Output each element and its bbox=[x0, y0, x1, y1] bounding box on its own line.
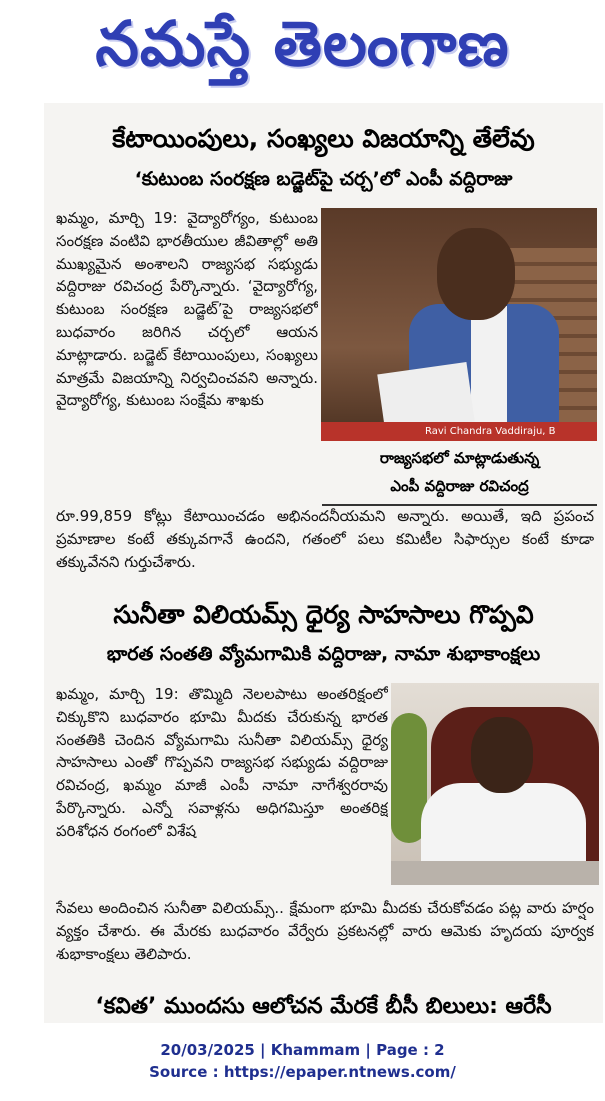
article1-subheadline: ‘కుటుంబ సంరక్షణ బడ్జెట్‌పై చర్చ’లో ఎంపీ వద్దిరాజు bbox=[134, 168, 513, 190]
person-head bbox=[471, 717, 533, 793]
masthead-title: నమస్తే తెలంగాణ bbox=[95, 7, 510, 80]
article1-body-part2: రూ.99,859 కోట్లు కేటాయించడం అభినందనీయమని అన్నారు. అయితే, ఇది ప్రపంచ ప్రమాణాల కంటే తక్కువగానే ఉందని, గతంలో పలు కమిటీల సిఫార్సుల కంటే కూడా తక్కువేనని గుర్తుచేశారు. bbox=[56, 507, 594, 571]
speaker-shirt bbox=[471, 306, 507, 441]
article1-headline: కేటాయింపులు, సంఖ్యలు విజయాన్ని తేలేవు bbox=[112, 124, 535, 153]
article3-headline: ‘కవిత’ ముందసు ఆలోచన మేరకే బీసీ బిలులు: ఆరేసీ bbox=[95, 994, 552, 1019]
article2-body-part2: సేవలు అందించిన సునీతా విలియమ్స్.. క్షేమంగా భూమి మీదకు చేరుకోవడం పట్ల వారు హర్షం వ్యక్తం చేశారు. ఈ మేరకు బుధవారం వేర్వేరు ప్రకటనల్లో వారు ఆమెకు హృదయ పూర్వక శుభాకాంక్షలు తెలిపారు. bbox=[56, 899, 594, 963]
article1-photo bbox=[321, 208, 597, 441]
photo-overlay-caption: Ravi Chandra Vaddiraju, B bbox=[321, 422, 597, 441]
caption-line2: ఎంపీ వద్దిరాజు రవిచంద్ర bbox=[390, 477, 529, 495]
footer-date-edition: 20/03/2025 | Khammam | Page : 2 bbox=[160, 1041, 445, 1059]
caption-line1: రాజ్యసభలో మాట్లాడుతున్న bbox=[379, 449, 540, 467]
masthead bbox=[0, 0, 605, 92]
speaker-head bbox=[437, 228, 515, 320]
desk bbox=[391, 861, 599, 885]
article2-headline: సునీతా విలియమ్స్ ధైర్య సాహసాలు గొప్పవి bbox=[113, 600, 534, 629]
article2-subheadline: భారత సంతతి వ్యోమగామికి వద్దిరాజు, నామా శుభాకాంక్షలు bbox=[106, 643, 541, 665]
footer-source: Source : https://epaper.ntnews.com/ bbox=[149, 1063, 456, 1081]
article2-photo bbox=[391, 683, 599, 885]
article1-body-part1: ఖమ్మం, మార్చి 19: వైద్యారోగ్యం, కుటుంబ సంరక్షణ వంటివి భారతీయుల జీవితాల్లో అతి ముఖ్యమైన అంశాలని రాజ్యసభ సభ్యుడు వద్దిరాజు రవిచంద్ర పేర్కొన్నారు. ‘వైద్యారోగ్య, కుటుంబ సంరక్షణ బడ్జెట్’పై రాజ్యసభలో బుధవారం జరిగిన చర్చలో ఆయన మాట్లాడారు. బడ్జెట్ కేటాయింపులు, సంఖ్యలు మాత్రమే విజయాన్ని నిర్వచించవని అన్నారు. వైద్యారోగ్య, కుటుంబ సంక్షేమ శాఖకు bbox=[56, 209, 318, 410]
article1-photo-caption bbox=[322, 444, 597, 506]
article2-body-part1: ఖమ్మం, మార్చి 19: తొమ్మిది నెలలపాటు అంతరిక్షంలో చిక్కుకొని బుధవారం భూమి మీదకు చేరుకున్న భారత సంతతికి చెందిన వ్యోమగామి సునీతా విలియమ్స్ ధైర్య సాహసాలు ఎంతో గొప్పవని రాజ్యసభ సభ్యుడు వద్దిరాజు రవిచంద్ర, ఖమ్మం మాజీ ఎంపీ నామా నాగేశ్వరరావు పేర్కొన్నారు. ఎన్నో సవాళ్లను అధిగమిస్తూ అంతరిక్ష పరిశోధన రంగంలో విశేష bbox=[56, 685, 388, 840]
